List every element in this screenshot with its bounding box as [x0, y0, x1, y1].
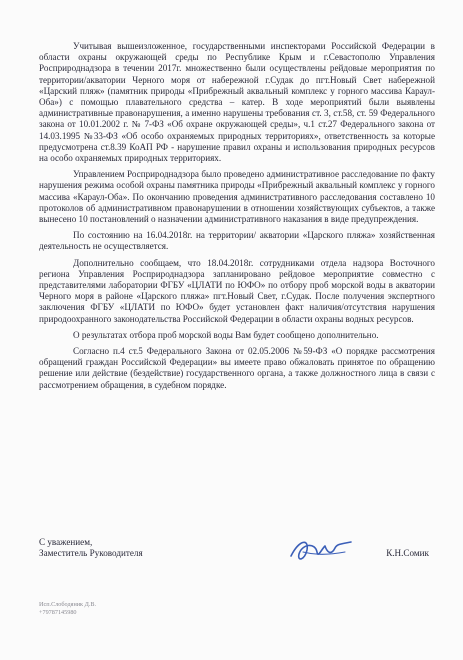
closing-phrase: С уважением, [39, 537, 93, 547]
executor-info [39, 601, 96, 617]
signer-name: К.Н.Сомик [386, 548, 429, 558]
letter-body [39, 41, 435, 396]
executor-phone: +79787145980 [39, 609, 77, 616]
paragraph-water-sampling: Дополнительно сообщаем, что 18.04.2018г. сотрудниками отдела надзора Восточного региона Управления Росприроднадзора запланировано рейдовое мероприятие совместно с представителями лаборатории ФГБУ «ЦЛАТИ по ЮФО» по отбору проб морской воды в акватории Черного моря в районе «Царского пляжа» пгт.Новый Свет, г.Судак. После получения экспертного заключения ФГБУ «ЦЛАТИ по ЮФО» будет установлен факт наличия/отсутствия нарушения природоохранного законодательства Российской Федерации в области охраны водных ресурсов. [39, 257, 435, 324]
executor-name: Исп.Слободяник Д.В. [39, 601, 97, 608]
paragraph-inspection-results: Учитывая вышеизложенное, государственными инспекторами Российской Федерации в области охраны окружающей среды по Республике Крым и г.Севастополю Управления Росприроднадзора в течении 2017г. множественно были осуществлены рейдовые мероприятия по территории/акватории Черного моря от набережной г.Судак до пгт.Новый Свет набережной «Царский пляж» (памятник природы «Прибрежный аквальный комплекс у горного массива Караул-Оба») с помощью плавательного средства – катер. В ходе мероприятий были выявлены административные правонарушения, а именно нарушены требования ст. 3, ст.58, ст. 59 Федерального закона от 10.01.2002 г. № 7-ФЗ «Об охране окружающей среды», ч.1 ст.27 Федерального закона от 14.03.1995 №33-ФЗ «Об особо охраняемых природных территориях», ответственность за которые предусмотрена ст.8.39 КоАП РФ - нарушение правил охраны и использования природных ресурсов на особо охраняемых природных территориях. [39, 41, 435, 164]
paragraph-results-notice: О результатах отбора проб морской воды Вам будет сообщено дополнительно. [73, 329, 379, 340]
paragraph-current-status: По состоянию на 16.04.2018г. на территории/ акватории «Царского пляжа» хозяйственная деятельность не осуществляется. [39, 230, 435, 252]
signer-position: Заместитель Руководителя [39, 548, 143, 559]
handwritten-signature [285, 532, 355, 566]
paragraph-appeal-rights: Согласно п.4 ст.5 Федерального Закона от 02.05.2006 №59-ФЗ «О порядке рассмотрения обращений граждан Российской Федерации» вы имеете право обжаловать принятое по обращению решение или действие (бездействие) государственного органа, а также должностного лица в связи с рассмотрением обращения, в судебном порядке. [39, 346, 435, 390]
paragraph-investigation: Управлением Росприроднадзора было проведено административное расследование по факту нарушения режима особой охраны памятника природы «Прибрежный аквальный комплекс у горного массива «Караул-Оба». По окончанию проведения административного расследования составлено 10 протоколов об административном правонарушении в отношении хозяйствующих субъектов, а также вынесено 10 постановлений о назначении административного наказания в виде предупреждения. [39, 169, 435, 225]
signature-block [39, 537, 435, 559]
